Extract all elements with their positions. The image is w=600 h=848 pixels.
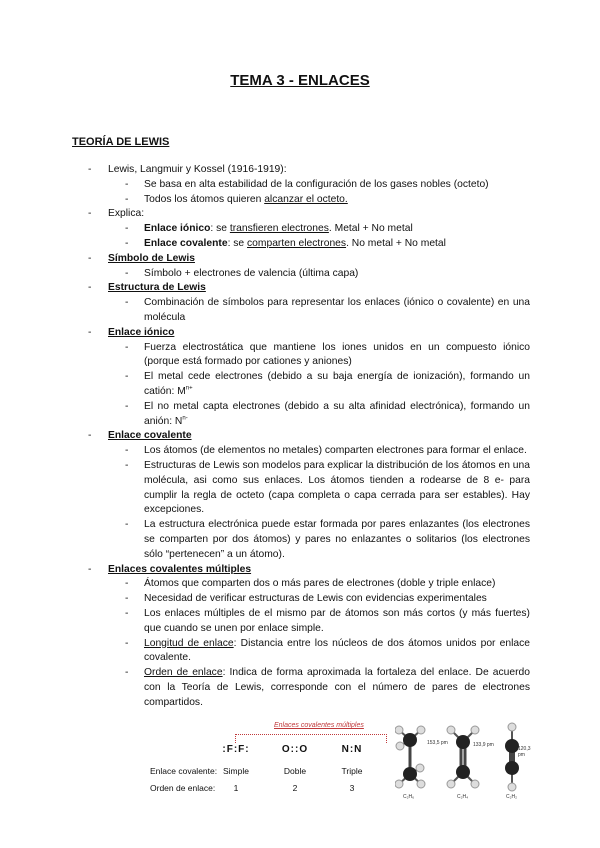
molecule-models bbox=[395, 722, 535, 802]
ball-stick-models-icon bbox=[395, 722, 535, 792]
list-item: - El no metal capta electrones (debido a su alta afinidad electrónica), formando un anión: $N^{n-}$ bbox=[125, 400, 530, 430]
length-label: 120,3 pm bbox=[518, 746, 531, 758]
list-item: - Orden de enlace: Indica de forma aproximada la fortaleza del enlace. De acuerdo con la Teoría de Lewis, corresponde con el número de pares de electrones compartidos. bbox=[125, 666, 530, 710]
section-title: TEORÍA DE LEWIS bbox=[72, 136, 170, 148]
list-item: - Explica: - Enlace iónico: se transfieren electrones. Metal + No metal - Enlace covalente: se comparten electrones. No metal + No metal bbox=[88, 207, 530, 251]
list-item: - Enlaces covalentes múltiples - Átomos que comparten dos o más pares de electrones (doble y triple enlace) - Necesidad de verificar estructuras de Lewis con evidencias experimentales - Los enlaces múltiples de el mismo par de átomos son más cortos (y más fuertes) que cuando se unen por enlace simple. - Longitud de enlace: Distancia entre los núcleos de dos átomos unidos por enlace covalente. - Orden de enlace: Indica de forma aproximada la fortaleza del enlace. De acuerdo con la Teoría de Lewis, corresponde con el número de pares de electrones compartidos. bbox=[88, 563, 530, 711]
figure-bracket bbox=[235, 734, 387, 743]
model-caption: C₂H₄ bbox=[457, 794, 469, 800]
lewis-n2: N:N bbox=[341, 744, 363, 755]
model-caption: C₂H₂ bbox=[506, 794, 518, 800]
list-item: - Estructura de Lewis - Combinación de símbolos para representar los enlaces (iónico o covalente) en una molécula bbox=[88, 281, 530, 325]
list-item: - Enlace iónico: se transfieren electrones. Metal + No metal bbox=[125, 222, 530, 237]
list-item: - Los átomos (de elementos no metales) comparten electrones para formar el enlace. bbox=[125, 444, 530, 459]
length-label: 153,5 pm bbox=[427, 740, 448, 746]
list-item: - Enlace covalente - Los átomos (de elementos no metales) comparten electrones para formar el enlace. - Estructuras de Lewis son modelos para explicar la distribución de los átomos en una molécula, asi como sus enlaces. Los átomos tienden a rodearse de 8 e- para cumplir la regla de octeto (capa completa o capa cerrada para ser estables). Hay excepciones. - La estructura electrónica puede estar formada por pares enlazantes (los electrones se comparten por dos átomos) y pares no enlazantes o solitarios (los electrones sólo “pertenecen” a un átomo). bbox=[88, 429, 530, 562]
bond-order-2: 2 bbox=[292, 783, 298, 793]
list-item: - Átomos que comparten dos o más pares de electrones (doble y triple enlace) bbox=[125, 577, 530, 592]
row-label-orden: Orden de enlace: bbox=[150, 783, 216, 793]
list-item: - Se basa en alta estabilidad de la configuración de los gases nobles (octeto) bbox=[125, 178, 530, 193]
bond-type-simple: Simple bbox=[223, 766, 249, 776]
figure-title: Enlaces covalentes múltiples bbox=[274, 722, 364, 729]
lewis-f2: :F:F: bbox=[222, 744, 250, 755]
lewis-o2: O::O bbox=[281, 744, 309, 755]
bond-type-doble: Doble bbox=[283, 766, 307, 776]
list-item: - Los enlaces múltiples de el mismo par de átomos son más cortos (y más fuertes) que cuando se unen por enlace simple. bbox=[125, 607, 530, 637]
length-label: 133,9 pm bbox=[473, 742, 494, 748]
row-label-enlace: Enlace covalente: bbox=[150, 766, 218, 776]
model-caption: C₂H₆ bbox=[403, 794, 415, 800]
list-item: - Símbolo + electrones de valencia (última capa) bbox=[125, 267, 530, 282]
list-item: - Todos los átomos quieren alcanzar el octeto. bbox=[125, 193, 530, 208]
list-item: - Lewis, Langmuir y Kossel (1916-1919): - Se basa en alta estabilidad de la configuración de los gases nobles (octeto) - Todos los átomos quieren alcanzar el octeto. bbox=[88, 163, 530, 207]
list-item: - Combinación de símbolos para representar los enlaces (iónico o covalente) en una molécula bbox=[125, 296, 530, 326]
list-item: - Estructuras de Lewis son modelos para explicar la distribución de los átomos en una molécula, asi como sus enlaces. Los átomos tienden a rodearse de 8 e- para cumplir la regla de octeto (capa completa o capa cerrada para ser estables). Hay excepciones. bbox=[125, 459, 530, 518]
list-item: - Fuerza electrostática que mantiene los iones unidos en un compuesto iónico (porque está formado por cationes y aniones) bbox=[125, 341, 530, 371]
list-item: - Enlace covalente: se comparten electrones. No metal + No metal bbox=[125, 237, 530, 252]
document-title: TEMA 3 - ENLACES bbox=[230, 72, 370, 89]
list-item: - El metal cede electrones (debido a su baja energía de ionización), formando un catión: $M^{n+}$ bbox=[125, 370, 530, 400]
bond-order-3: 3 bbox=[349, 783, 355, 793]
list-item: - La estructura electrónica puede estar formada por pares enlazantes (los electrones se comparten por dos átomos) y pares no enlazantes o solitarios (los electrones sólo “pertenecen” a un átomo). bbox=[125, 518, 530, 562]
list-item: - Enlace iónico - Fuerza electrostática que mantiene los iones unidos en un compuesto iónico (porque está formado por cationes y aniones) - El metal cede electrones (debido a su baja energía de ionización), formando un catión: $M^{n+}$ - El no metal capta electrones (debido a su alta afinidad electrónica), formando un anión: $N^{n-}$ bbox=[88, 326, 530, 430]
bond-order-1: 1 bbox=[233, 783, 239, 793]
list-item: - Símbolo de Lewis - Símbolo + electrones de valencia (última capa) bbox=[88, 252, 530, 282]
content-body bbox=[88, 163, 530, 710]
list-item: - Necesidad de verificar estructuras de Lewis con evidencias experimentales bbox=[125, 592, 530, 607]
bond-type-triple: Triple bbox=[341, 766, 363, 776]
list-item: - Longitud de enlace: Distancia entre los núcleos de dos átomos unidos por enlace covalente. bbox=[125, 637, 530, 667]
